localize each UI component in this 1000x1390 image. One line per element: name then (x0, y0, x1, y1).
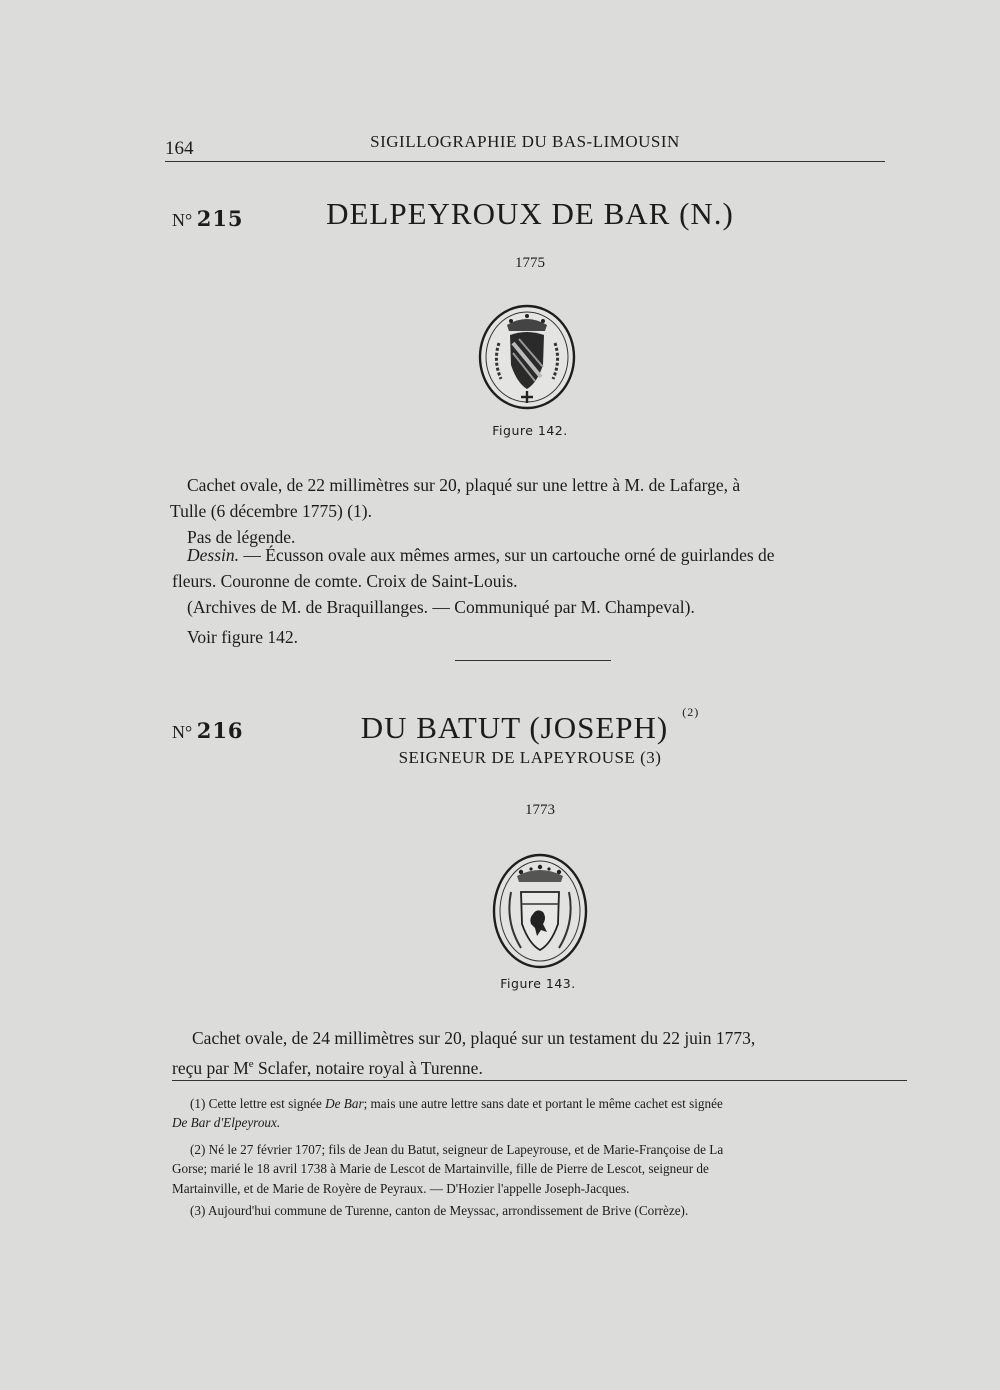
entry-number-216 (172, 718, 244, 743)
entry-215-line-1: Cachet ovale, de 22 millimètres sur 20, plaqué sur une lettre à M. de Lafarge, à (187, 475, 741, 495)
seal-figure-142 (477, 303, 577, 411)
entry-215-line-2: Tulle (6 décembre 1775) (1). (170, 501, 373, 521)
entry-year-215: 1775 (515, 255, 545, 271)
entry-215-line-4 (187, 542, 897, 568)
figure-caption-143: Figure 143. (500, 976, 576, 991)
section-divider (455, 660, 611, 661)
footnote-1-signature-2: De Bar d'Elpeyroux. (172, 1115, 281, 1130)
text-part: reçu par M (172, 1057, 249, 1078)
footnote-2-line-2: Gorse; marié le 18 avril 1738 à Marie de Lescot de Martainville, fille de Pierre de Lescot, seigneur de (172, 1161, 709, 1176)
footnote-1-cont (172, 1112, 892, 1134)
page-number: 164 (165, 138, 194, 159)
dessin-text: — Écusson ovale aux mêmes armes, sur un cartouche orné de guirlandes de (243, 545, 775, 565)
footnote-1-text-2: ; mais une autre lettre sans date et portant le même cachet est signée (363, 1096, 723, 1111)
entry-year-216: 1773 (525, 802, 555, 818)
header-rule (165, 161, 885, 162)
footnote-2-line-1: (2) Né le 27 février 1707; fils de Jean du Batut, seigneur de Lapeyrouse, et de Marie-Françoise de La (190, 1142, 724, 1157)
entry-215-line-5: fleurs. Couronne de comte. Croix de Saint-Louis. (172, 571, 518, 591)
running-header (165, 132, 885, 162)
entry-title-216 (300, 705, 760, 746)
entry-number-prefix: N° (172, 210, 193, 230)
entry-subtitle-216: SEIGNEUR DE LAPEYROUSE (3) (398, 748, 662, 767)
entry-number-prefix: N° (172, 722, 193, 742)
running-title: SIGILLOGRAPHIE DU BAS-LIMOUSIN (370, 132, 680, 151)
seal-figure-143 (491, 852, 589, 970)
text-part: Sclafer, notaire royal à Turenne. (253, 1057, 483, 1078)
entry-number-215 (172, 206, 244, 231)
footnote-2-line-3: Martainville, et de Marie de Royère de Peyraux. — D'Hozier l'appelle Joseph-Jacques. (172, 1181, 630, 1196)
entry-number-value: 215 (196, 206, 244, 231)
footnote-rule (172, 1080, 907, 1081)
text-superscript: e (248, 1058, 254, 1070)
entry-215-line-6: (Archives de M. de Braquillanges. — Communiqué par M. Champeval). (187, 597, 695, 617)
entry-title-note: (2) (682, 705, 700, 719)
dessin-label: Dessin. (187, 545, 240, 565)
entry-216-line-2 (172, 1051, 892, 1081)
footnote-3: (3) Aujourd'hui commune de Turenne, canton de Meyssac, arrondissement de Brive (Corrèze). (190, 1203, 689, 1218)
entry-215-line-3: Pas de légende. (187, 527, 296, 547)
entry-title-215: DELPEYROUX DE BAR (N.) (326, 196, 734, 231)
entry-title-text: DU BATUT (JOSEPH) (360, 710, 669, 745)
footnote-1-text: (1) Cette lettre est signée (190, 1096, 322, 1111)
entry-215-line-7: Voir figure 142. (187, 627, 298, 647)
entry-number-value: 216 (196, 718, 244, 743)
footnote-1-signature: De Bar (325, 1096, 364, 1111)
entry-216-line-1: Cachet ovale, de 24 millimètres sur 20, plaqué sur un testament du 22 juin 1773, (192, 1028, 756, 1048)
figure-caption-142: Figure 142. (492, 423, 568, 438)
